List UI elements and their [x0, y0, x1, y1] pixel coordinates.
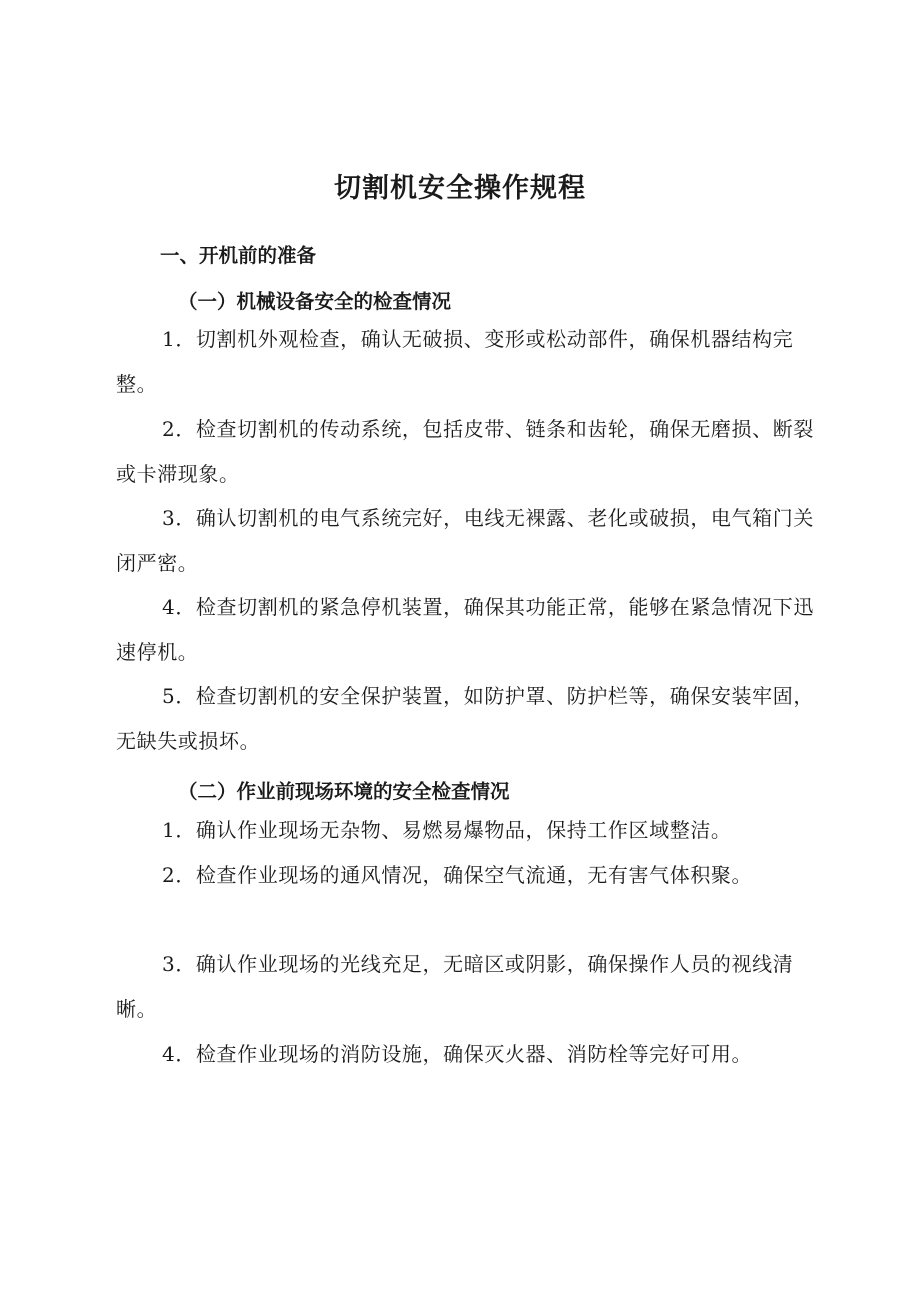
list-item: 5．检查切割机的安全保护装置，如防护罩、防护栏等，确保安装牢固，无缺失或损坏。 — [116, 684, 814, 753]
document-title: 切割机安全操作规程 — [334, 173, 586, 204]
list-item: 2．检查切割机的传动系统，包括皮带、链条和齿轮，确保无磨损、断裂或卡滞现象。 — [116, 417, 814, 486]
section-heading-preparation: 一、开机前的准备 — [160, 244, 317, 267]
list-item: 1．切割机外观检查，确认无破损、变形或松动部件，确保机器结构完整。 — [116, 327, 794, 396]
subsection-heading-equipment-check: （一）机械设备安全的检查情况 — [178, 290, 452, 313]
list-item: 2．检查作业现场的通风情况，确保空气流通，无有害气体积聚。 — [162, 863, 753, 887]
list-item: 4．检查作业现场的消防设施，确保灭火器、消防栓等完好可用。 — [162, 1042, 753, 1066]
list-item: 4．检查切割机的紧急停机装置，确保其功能正常，能够在紧急情况下迅速停机。 — [116, 595, 814, 664]
subsection-heading-site-check: （二）作业前现场环境的安全检查情况 — [178, 780, 510, 803]
list-item: 3．确认作业现场的光线充足，无暗区或阴影，确保操作人员的视线清晰。 — [116, 952, 794, 1021]
list-item: 3．确认切割机的电气系统完好，电线无裸露、老化或破损，电气箱门关闭严密。 — [116, 506, 814, 575]
list-item: 1．确认作业现场无杂物、易燃易爆物品，保持工作区域整洁。 — [162, 818, 732, 842]
